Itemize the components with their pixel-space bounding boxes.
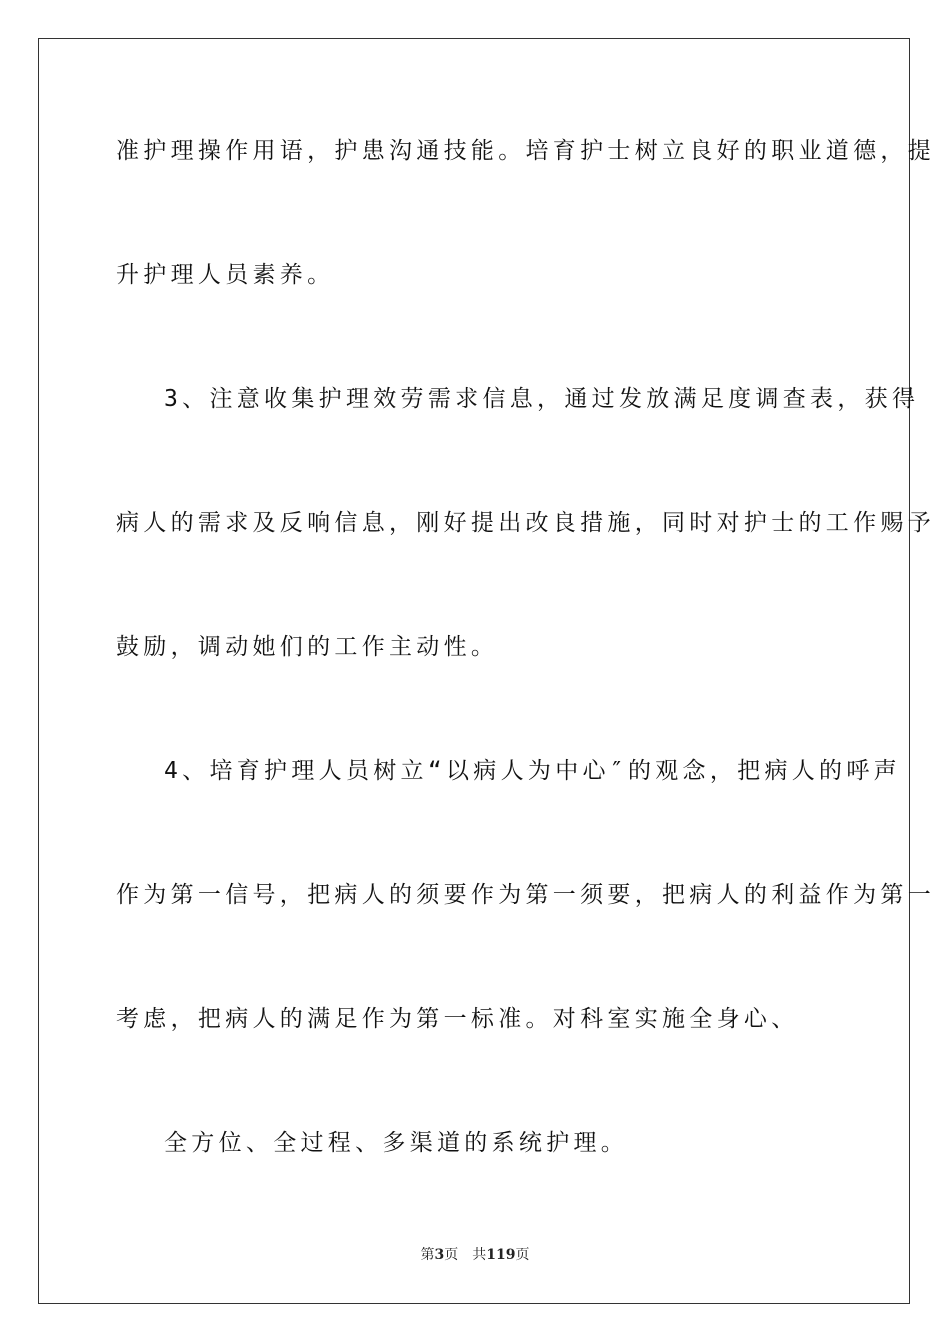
- page-prefix: 第: [420, 1247, 435, 1263]
- text-line: 准护理操作用语，护患沟通技能。培育护士树立良好的职业道德，提: [116, 138, 935, 164]
- page-footer: [0, 1246, 950, 1264]
- paragraph-4-start: 4、培育护理人员树立“以病人为中心″的观念，把病人的呼声: [164, 758, 901, 784]
- total-pages: 119: [486, 1247, 516, 1263]
- total-suffix: 页: [515, 1247, 530, 1263]
- text-line: 全方位、全过程、多渠道的系统护理。: [164, 1130, 629, 1156]
- page-number: 3: [434, 1247, 445, 1263]
- total-prefix: 共: [472, 1247, 487, 1263]
- text-line: 病人的需求及反响信息，刚好提出改良措施，同时对护士的工作赐予: [116, 510, 935, 536]
- page-suffix: 页: [444, 1247, 459, 1263]
- paragraph-3-start: 3、注意收集护理效劳需求信息，通过发放满足度调查表，获得: [164, 386, 920, 412]
- text-line: 考虑，把病人的满足作为第一标准。对科室实施全身心、: [116, 1006, 799, 1032]
- text-line: 作为第一信号，把病人的须要作为第一须要，把病人的利益作为第一: [116, 882, 935, 908]
- page-border: [38, 38, 910, 1304]
- text-line: 升护理人员素养。: [116, 262, 335, 288]
- text-line: 鼓励，调动她们的工作主动性。: [116, 634, 499, 660]
